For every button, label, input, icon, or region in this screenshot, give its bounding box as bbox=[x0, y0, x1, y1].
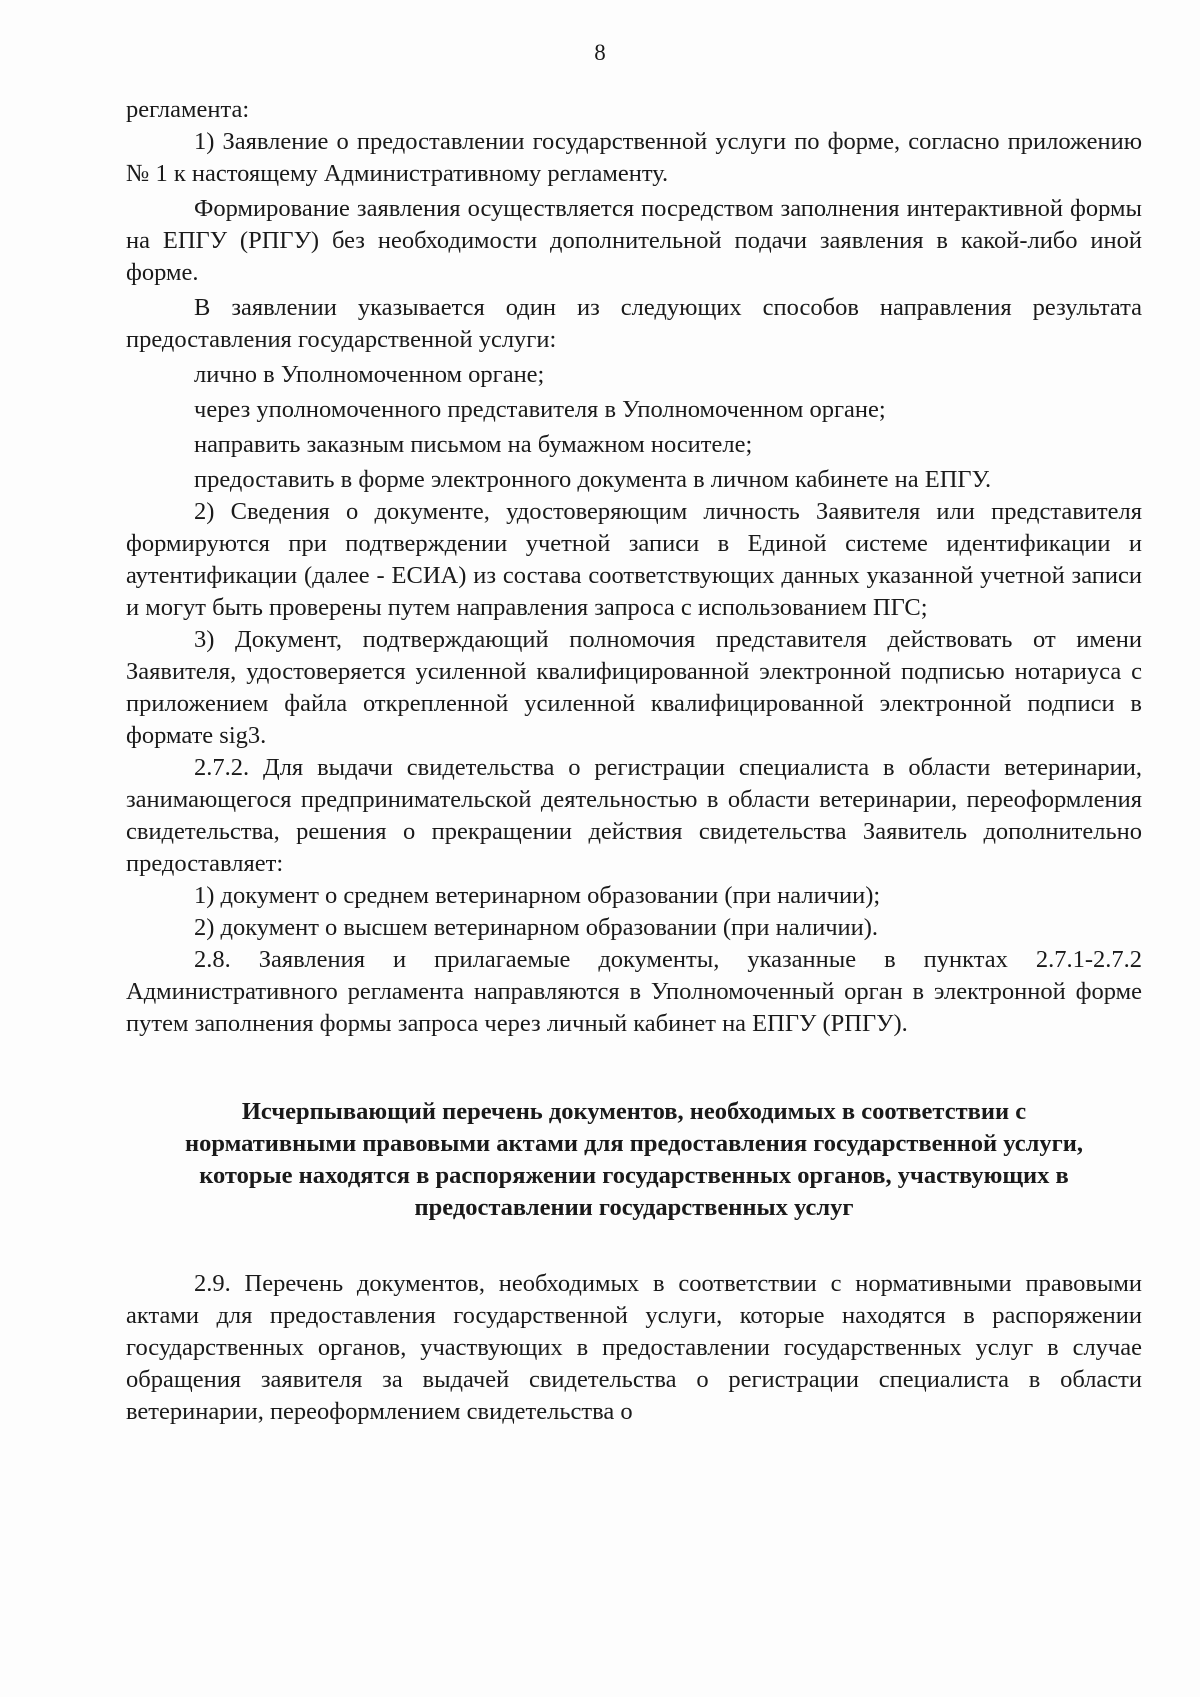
section-heading: Исчерпывающий перечень документов, необходимых в соответствии с нормативными правовыми актами для предоставления государственной услуги, которые находятся в распоряжении государственных органов, участвующих в предоставлении государственных услуг bbox=[185, 1098, 1083, 1221]
paragraph: Формирование заявления осуществляется посредством заполнения интерактивной формы на ЕПГУ (РПГУ) без необходимости дополнительной подачи заявления в какой-либо иной форме. bbox=[126, 195, 1142, 286]
paragraph: В заявлении указывается один из следующих способов направления результата предоставления государственной услуги: bbox=[126, 294, 1142, 353]
paragraph: регламента: bbox=[126, 96, 250, 123]
list-item: направить заказным письмом на бумажном носителе; bbox=[194, 431, 753, 458]
paragraph: 3) Документ, подтверждающий полномочия представителя действовать от имени Заявителя, удостоверяется усиленной квалифицированной электронной подписью нотариуса с приложением файла открепленной усиленной квалифицированной электронной подписи в формате sig3. bbox=[126, 626, 1142, 749]
paragraph: 2.9. Перечень документов, необходимых в соответствии с нормативными правовыми актами для предоставления государственной услуги, которые находятся в распоряжении государственных органов, участвующих в предоставлении государственных услуг в случае обращения заявителя за выдачей свидетельства о регистрации специалиста в области ветеринарии, переоформлением свидетельства о bbox=[126, 1270, 1142, 1425]
page-number: 8 bbox=[594, 40, 606, 65]
list-item: 2) документ о высшем ветеринарном образовании (при наличии). bbox=[194, 914, 879, 941]
list-item: через уполномоченного представителя в Уполномоченном органе; bbox=[194, 396, 886, 423]
list-item: 1) документ о среднем ветеринарном образовании (при наличии); bbox=[194, 882, 881, 909]
list-item: лично в Уполномоченном органе; bbox=[194, 361, 545, 388]
paragraph: 2) Сведения о документе, удостоверяющим личность Заявителя или представителя формируются при подтверждении учетной записи в Единой системе идентификации и аутентификации (далее - ЕСИА) из состава соответствующих данных указанной учетной записи и могут быть проверены путем направления запроса с использованием ПГС; bbox=[126, 498, 1142, 621]
document-body bbox=[126, 94, 1142, 1428]
paragraph: 2.8. Заявления и прилагаемые документы, указанные в пунктах 2.7.1-2.7.2 Административного регламента направляются в Уполномоченный орган в электронной форме путем заполнения формы запроса через личный кабинет на ЕПГУ (РПГУ). bbox=[126, 946, 1142, 1037]
paragraph: 2.7.2. Для выдачи свидетельства о регистрации специалиста в области ветеринарии, занимающегося предпринимательской деятельностью в области ветеринарии, переоформления свидетельства, решения о прекращении действия свидетельства Заявитель дополнительно предоставляет: bbox=[126, 754, 1142, 877]
list-item: предоставить в форме электронного документа в личном кабинете на ЕПГУ. bbox=[194, 466, 992, 493]
paragraph-list bbox=[126, 94, 1142, 1040]
paragraph: 1) Заявление о предоставлении государственной услуги по форме, согласно приложению № 1 к настоящему Административному регламенту. bbox=[126, 128, 1142, 187]
